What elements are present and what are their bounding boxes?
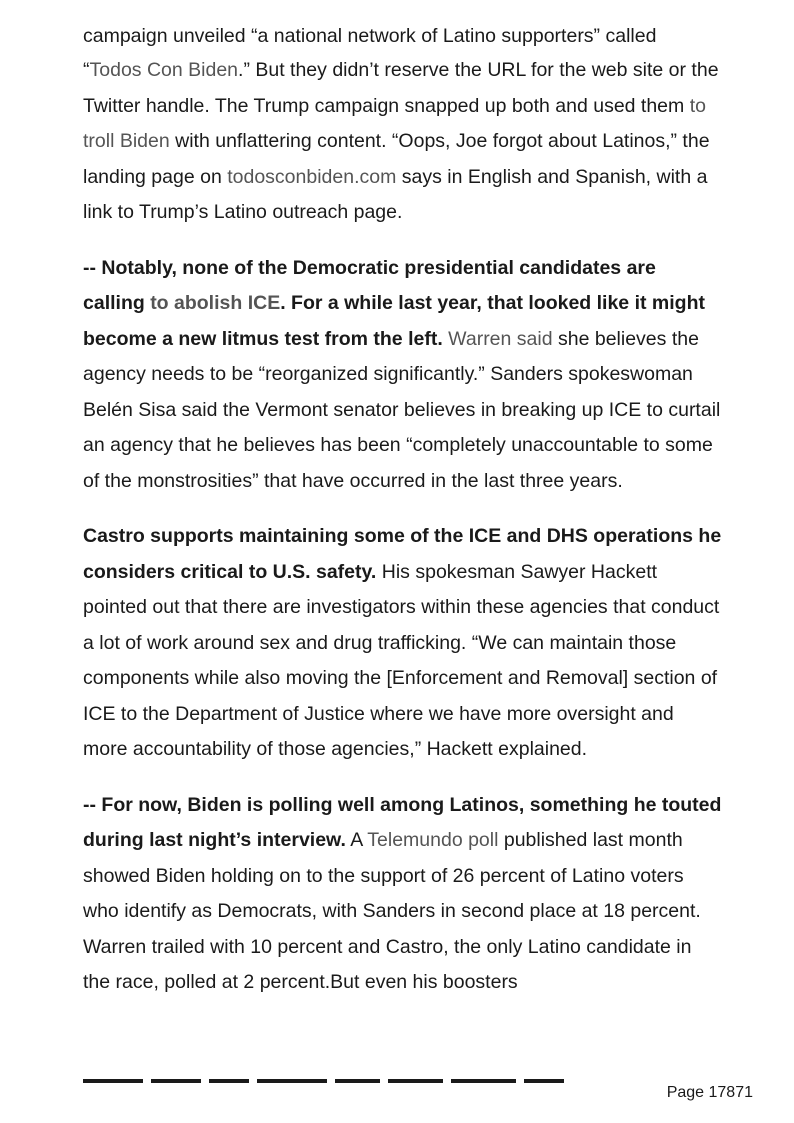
text: with unflattering content. “Oops, Joe forgot about Latinos,” the landing page on [83,130,710,188]
bold-text: . For a while last year, that looked like it might become a new litmus test from the left. [83,292,705,350]
article-body [83,53,723,1001]
text: His spokesman Sawyer Hackett pointed out that there are investigators within these agencies that conduct a lot of work around sex and drug trafficking. “We can maintain those components while also moving the [Enforcement and Removal] section of ICE to the Department of Justice where we have more oversight and more accountability of those agencies,” Hackett explained. [83,560,720,760]
link-abolish-ice[interactable]: to abolish ICE [150,292,281,314]
text: A [345,829,368,851]
paragraph-castro-ice [83,519,723,768]
cut-off-bottom-line [83,1079,643,1085]
page-number: Page 17871 [666,1084,753,1101]
bold-text: -- For now, Biden is polling well among Latinos, something he touted during last night’s interview. [83,793,722,851]
text: she believes the agency needs to be “reorganized significantly.” Sanders spokeswoman Belén Sisa said the Vermont senator believes in breaking up ICE to curtail an agency that he believes has been “completely unaccountable to some of the monstrosities” that have occurred in the last three years. [83,327,721,492]
text: “ [83,59,90,81]
link-todos-con-biden[interactable]: Todos Con Biden [89,59,239,81]
cut-off-top-line [83,19,657,47]
link-todosconbiden-com[interactable]: todosconbiden.com [227,165,397,188]
paragraph-biden-polling [83,788,723,1001]
bold-text: -- Notably, none of the Democratic presidential candidates are calling [83,256,656,314]
text: says in English and Spanish, with a link to Trump’s Latino outreach page. [83,165,708,223]
link-telemundo-poll[interactable]: Telemundo poll [367,829,499,851]
text: published last month showed Biden holding on to the support of 26 percent of Latino voters who identify as Democrats, with Sanders in second place at 18 percent. Warren trailed with 10 percent and Castro, the only Latino candidate in the race, polled at 2 percent.But even his boosters [83,829,701,993]
link-warren-said[interactable]: Warren said [448,327,553,350]
text: .” But they didn’t reserve the URL for the web site or the Twitter handle. The Trump campaign snapped up both and used them [83,59,719,117]
fragment-top-text: campaign unveiled “a national network of Latino supporters” called [83,25,657,47]
paragraph-todos-con-biden [83,53,723,231]
paragraph-abolish-ice [83,251,723,500]
bold-text: Castro supports maintaining some of the ICE and DHS operations he considers critical to U.S. safety. [83,525,722,583]
link-troll-biden[interactable]: to troll Biden [83,94,706,152]
